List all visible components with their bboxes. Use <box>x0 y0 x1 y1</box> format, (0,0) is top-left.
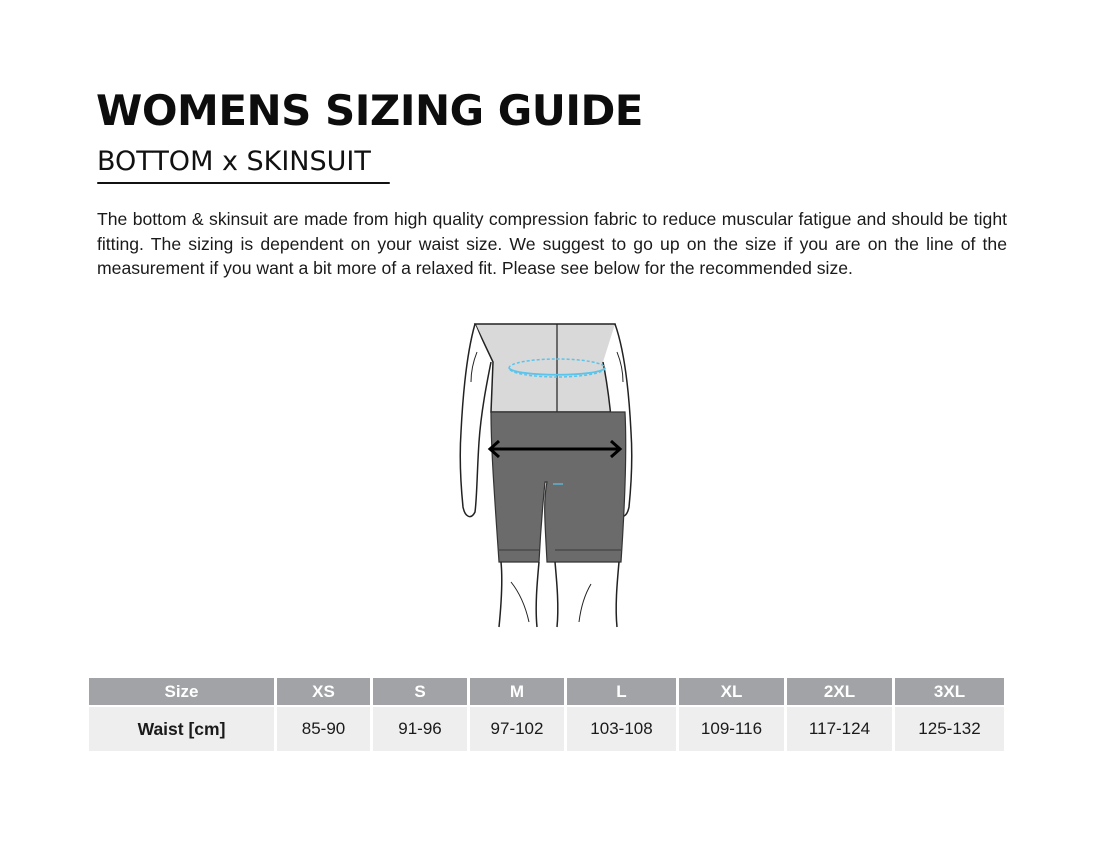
table-header-row <box>89 678 1004 705</box>
table-header-cell: S <box>373 678 467 705</box>
table-cell: 117-124 <box>787 707 892 751</box>
body-measurement-illustration <box>415 322 690 628</box>
shorts <box>491 412 626 562</box>
table-row <box>89 707 1004 751</box>
left-arm <box>460 324 491 517</box>
table-header-cell: XS <box>277 678 370 705</box>
table-header-cell: XL <box>679 678 784 705</box>
body-figure-svg <box>415 322 690 628</box>
table-cell: 97-102 <box>470 707 564 751</box>
table-cell: 103-108 <box>567 707 676 751</box>
description-paragraph: The bottom & skinsuit are made from high quality compression fabric to reduce muscular fatigue and should be tight fitting. The sizing is dependent on your waist size. We suggest to go up on the size if you are on the line of the measurement if you want a bit more of a relaxed fit. Please see below for the recommended size. <box>97 209 1007 278</box>
table-header-cell: L <box>567 678 676 705</box>
subtitle-underline <box>97 182 390 184</box>
table-header-cell: 2XL <box>787 678 892 705</box>
table-cell: 125-132 <box>895 707 1004 751</box>
table-cell: 85-90 <box>277 707 370 751</box>
right-leg <box>555 562 619 627</box>
torso <box>475 324 625 412</box>
table-cell: 91-96 <box>373 707 467 751</box>
row-label-waist: Waist [cm] <box>89 707 274 751</box>
table-header-cell: 3XL <box>895 678 1004 705</box>
table-cell: 109-116 <box>679 707 784 751</box>
table-header-cell: M <box>470 678 564 705</box>
page-title: WOMENS SIZING GUIDE <box>96 86 643 135</box>
size-chart-table <box>86 676 1007 753</box>
table-header-cell: Size <box>89 678 274 705</box>
page-subtitle: BOTTOM x SKINSUIT <box>97 146 371 177</box>
